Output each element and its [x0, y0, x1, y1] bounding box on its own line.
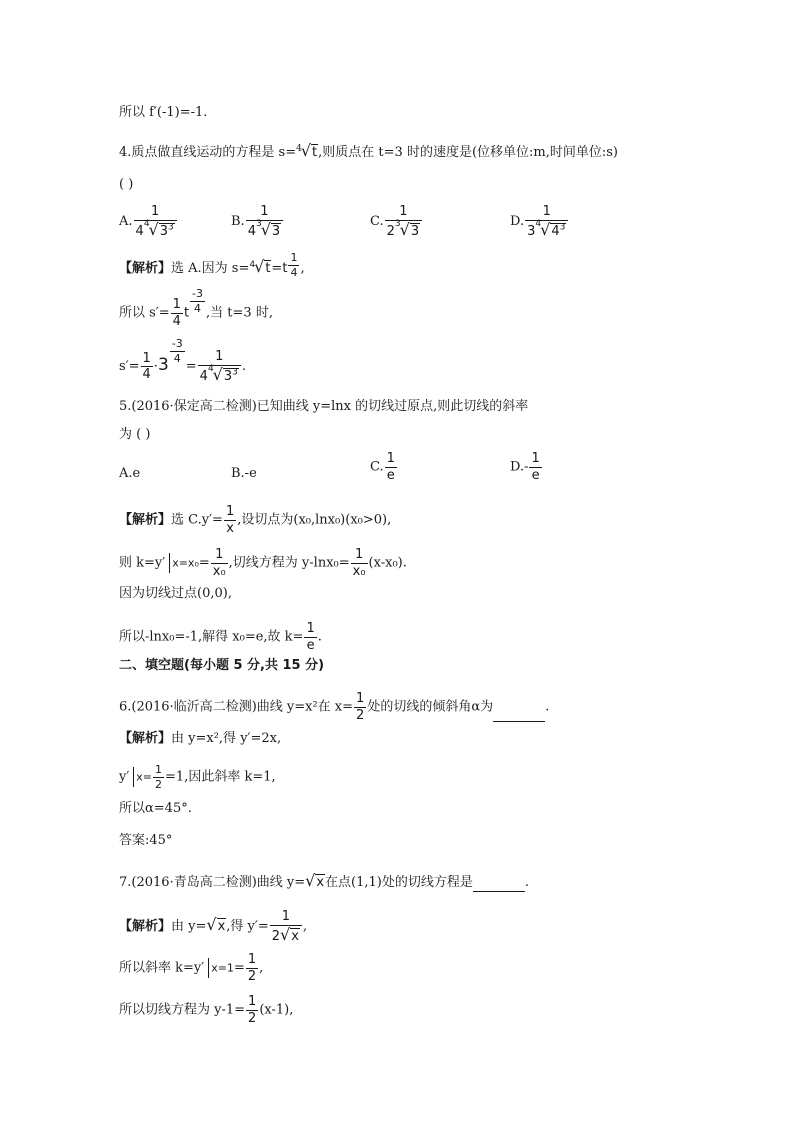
q5-option-c: C. $\frac{1}{e}$	[370, 451, 395, 483]
q5-solution-line-2: 则 k=y′ x=x₀= $\frac{1}{\text{x₀}}$ ,切线方程为 y-lnx₀= $\frac{1}{\text{x₀}}$ (x-x₀).	[119, 547, 407, 579]
q6-solution-line-3: 所以α=45°.	[119, 801, 192, 816]
q5-solution-line-4: 所以-lnx₀=-1,解得 x₀=e,故 k= $\frac{1}{e}$ .	[119, 621, 322, 653]
question-5-line-2: 为 ( )	[119, 427, 151, 442]
question-4	[119, 142, 618, 162]
q5-solution-line-3: 因为切线过点(0,0),	[119, 586, 232, 601]
q7-answer-blank[interactable]	[473, 877, 525, 892]
q5-solution-line-1: 【解析】选 C.y′= $\frac{1}{x}$ ,设切点为(x₀,lnx₀)(x₀>0),	[119, 504, 392, 536]
q7-solution-line-1: 【解析】由 y=√x,得 y′= $\frac{1}{2√x}$ ,	[119, 909, 308, 944]
line-result-f-prime: 所以 f′(-1)=-1.	[119, 105, 208, 120]
q5-option-b: B.-e	[231, 466, 257, 481]
q6-answer-blank[interactable]	[493, 707, 545, 722]
q4-option-c: C. $\frac{1}{2^3√3}$	[370, 205, 423, 238]
q4-option-a: A. $\frac{1}{4^4√3^3}$	[119, 205, 178, 238]
q7-solution-line-3: 所以切线方程为 y-1= $\frac{1}{2}$ (x-1),	[119, 994, 294, 1026]
q4-solution-line-2: 所以 s′= $\frac{1}{4}$ t $\frac{-3}{4}$ ,当 t=3 时,	[119, 287, 273, 329]
q4-option-d: D. $\frac{1}{3^4√4^3}$	[510, 205, 569, 238]
q7-solution-line-2: 所以斜率 k=y′ x=1= $\frac{1}{2}$ ,	[119, 952, 264, 984]
q4-answer-paren: ( )	[119, 177, 134, 192]
q6-answer: 答案:45°	[119, 833, 173, 848]
q4-solution-line-3: s′= $\frac{1}{4}$ ·3 $\frac{-3}{4}$ = $\frac{1}{4^4√3^3}$ .	[119, 337, 247, 384]
q5-option-a: A.e	[119, 466, 141, 481]
q4-stem-suffix: ,则质点在 t=3 时的速度是(位移单位:m,时间单位:s)	[318, 145, 618, 160]
q4-stem-prefix: 4.质点做直线运动的方程是 s=	[119, 145, 297, 160]
question-6: 6.(2016·临沂高二检测)曲线 y=x²在 x= $\frac{1}{2}$ 处的切线的倾斜角α为 .	[119, 691, 550, 723]
question-5-line-1: 5.(2016·保定高二检测)已知曲线 y=lnx 的切线过原点,则此切线的斜率	[119, 399, 529, 414]
section-heading-fill-in: 二、填空题(每小题 5 分,共 15 分)	[119, 658, 325, 673]
q6-solution-line-1: 【解析】由 y=x²,得 y′=2x,	[119, 731, 282, 746]
q4-solution-line-1: 【解析】选 A.因为 s=$^4$√t=t $\frac{1}{4}$ ,	[119, 251, 305, 279]
q4-option-b: B. $\frac{1}{4^3√3}$	[231, 205, 284, 238]
q4-radical: $^4$√t	[296, 141, 318, 160]
question-7: 7.(2016·青岛高二检测)曲线 y=√x在点(1,1)处的切线方程是 .	[119, 871, 530, 890]
q6-solution-line-2: y′ x= $\frac{1}{2}$ =1,因此斜率 k=1,	[119, 763, 276, 791]
q5-option-d: D.- $\frac{1}{e}$	[510, 451, 540, 483]
